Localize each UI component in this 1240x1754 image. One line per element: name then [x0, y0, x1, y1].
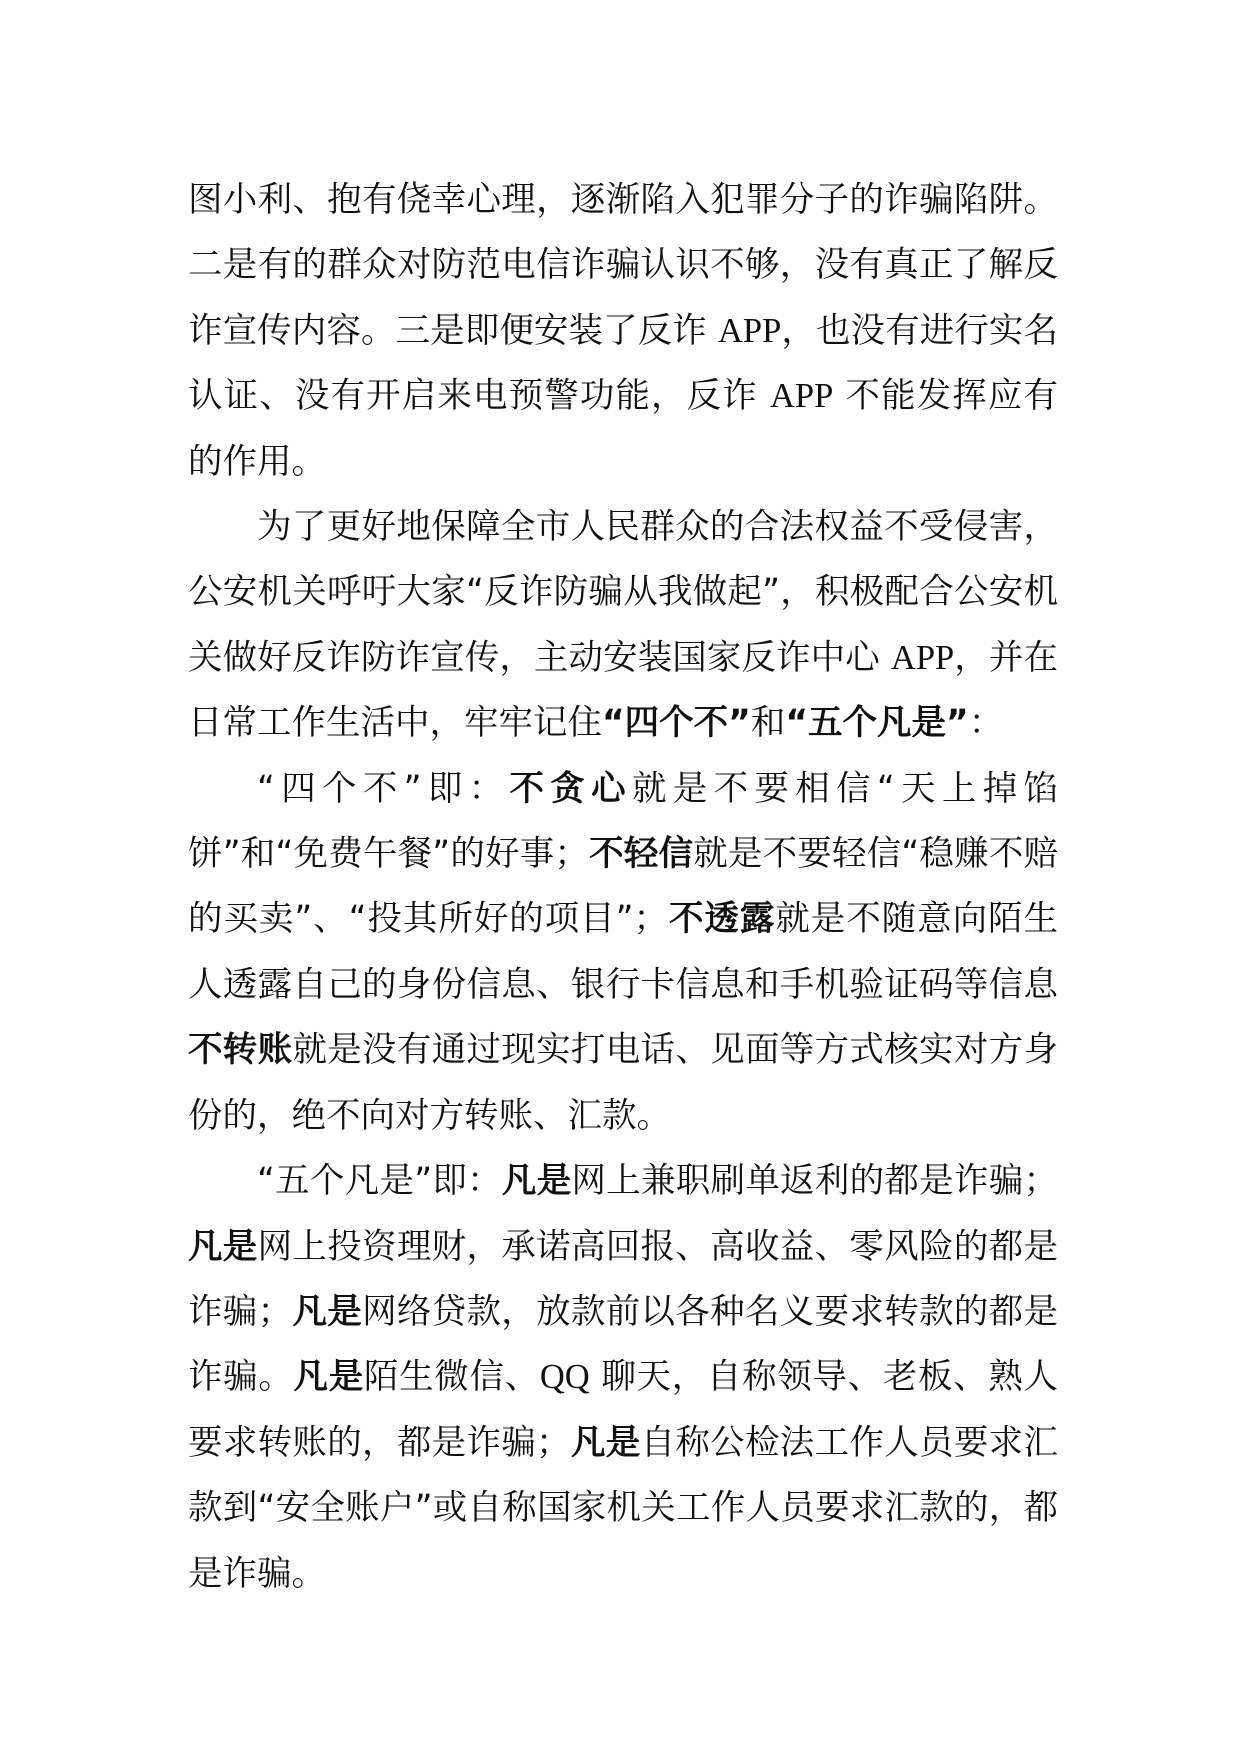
text-run: 为了更好地保障全市人民群众的合法权益不受侵害，公安机关呼吁大家“反诈防骗从我做起”，积极配合公安机关做好反诈防诈宣传，主动安装国家反诈中心 [188, 507, 1058, 678]
bold-text-run: 凡是 [188, 1226, 258, 1267]
text-run: 图小利、抱有侥幸心理，逐渐陷入犯罪分子的诈骗陷阱。二是有的群众对防范电信诈骗认识不够，没有真正了解反诈宣传内容。三是即便安装了反诈 [188, 180, 1058, 351]
bold-text-run: “四个不” [602, 703, 751, 744]
text-run: 网上兼职刷单返利的都是诈骗； [571, 1161, 1058, 1202]
text-run: 网上投资理财，承诺高回报、高收益、零风险的都是诈骗； [188, 1226, 1058, 1332]
paragraph-p4 [188, 1149, 1058, 1607]
text-run: 就是不要轻信“稳赚不赔的买卖”、“投其所好的项目”； [188, 834, 1059, 940]
paragraph-p1 [188, 168, 1058, 495]
bold-text-run: 不转账 [188, 1030, 293, 1071]
text-run: ，并在日常工作生活中，牢牢记住 [188, 637, 1058, 744]
text-run: 就是没有通过现实打电话、见面等方式核实对方身份的，绝不向对方转账、汇款。 [188, 1030, 1058, 1136]
text-run: QQ [539, 1358, 590, 1397]
bold-text-run: 凡是 [293, 1357, 364, 1398]
text-run: 网络贷款，放款前以各种名义要求转款的都是诈骗。 [188, 1291, 1058, 1398]
text-run: 自称公检法工作人员要求汇款到“安全账户”或自称国家机关工作人员要求汇款的，都是诈骗。 [188, 1422, 1058, 1594]
paragraph-p3 [188, 757, 1058, 1149]
text-run: 陌生微信、 [363, 1357, 540, 1398]
text-run: “四个不”即： [257, 768, 510, 809]
text-run: 聊天，自称领导、老板、熟人要求转账的，都是诈骗； [188, 1357, 1059, 1463]
text-run: “五个凡是”即： [257, 1161, 502, 1202]
bold-text-run: 不贪心 [509, 768, 632, 809]
bold-text-run: “五个凡是” [785, 703, 969, 744]
text-run: ，也没有进行实名认证、没有开启来电预警功能，反诈 [188, 310, 1059, 417]
text-run: APP [770, 377, 834, 416]
bold-text-run: 不透露 [668, 899, 776, 940]
bold-text-run: 凡是 [570, 1422, 641, 1463]
text-run: 和 [750, 703, 786, 744]
text-run: 不能发挥应有的作用。 [188, 376, 1058, 482]
document-page [188, 168, 1058, 1607]
text-run: APP [890, 638, 955, 677]
bold-text-run: 凡是 [292, 1291, 363, 1332]
text-run: 就是不随意向陌生人透露自己的身份信息、银行卡信息和手机验证码等信息 [188, 899, 1058, 1005]
text-run: 就是不要相信“天上掉馅饼”和“免费午餐”的好事； [188, 768, 1059, 875]
bold-text-run: 凡是 [501, 1161, 572, 1202]
text-run: ： [968, 703, 1004, 744]
text-run: APP [717, 311, 782, 350]
paragraph-p2 [188, 495, 1058, 757]
bold-text-run: 不轻信 [588, 834, 694, 875]
